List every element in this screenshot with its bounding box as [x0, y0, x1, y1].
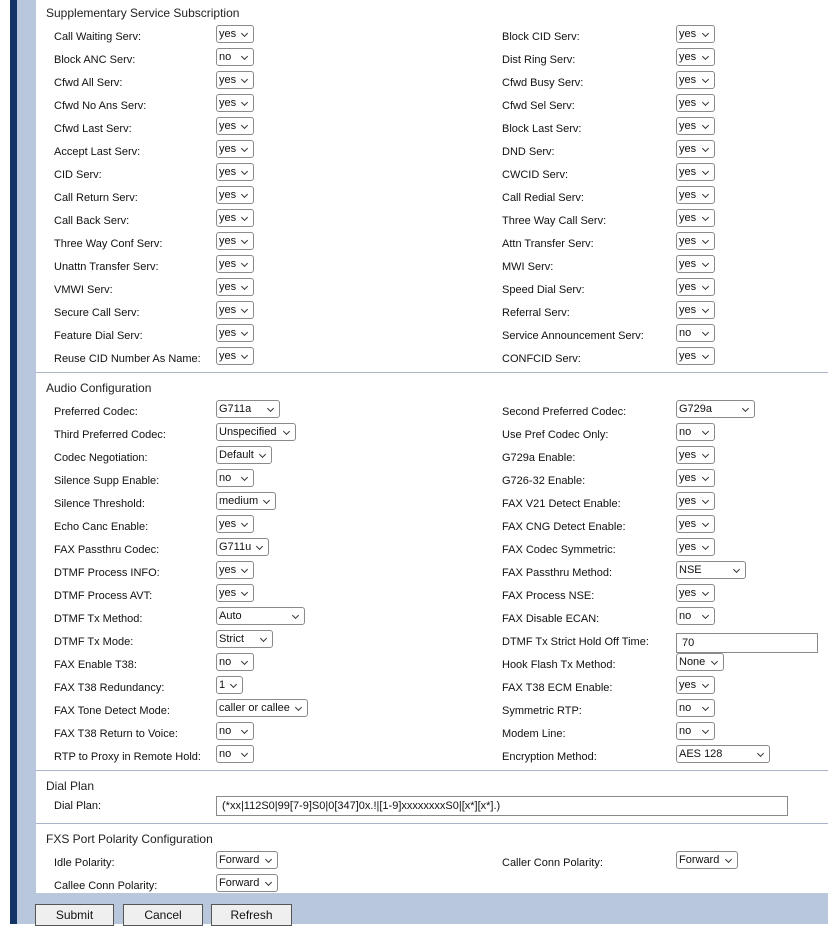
field-select[interactable]: [216, 347, 254, 365]
field-select[interactable]: [676, 653, 724, 671]
field-label: FAX Passthru Method:: [502, 567, 613, 579]
chevron-down-icon: [702, 428, 709, 435]
field-label: Third Preferred Codec:: [54, 429, 166, 441]
select-value: yes: [219, 587, 237, 599]
field-label: FAX Codec Symmetric:: [502, 544, 616, 556]
select-value: yes: [679, 143, 697, 155]
chevron-down-icon: [702, 168, 709, 175]
chevron-down-icon: [260, 635, 267, 642]
select-value: 1: [219, 679, 226, 691]
field-label: Use Pref Codec Only:: [502, 429, 609, 441]
select-value: G711a: [219, 403, 252, 415]
chevron-down-icon: [267, 405, 274, 412]
field-label: Call Redial Serv:: [502, 192, 584, 204]
select-value: no: [219, 51, 232, 63]
select-value: yes: [679, 541, 697, 553]
chevron-down-icon: [241, 260, 248, 267]
field-select[interactable]: [676, 745, 770, 763]
field-label: Block CID Serv:: [502, 31, 580, 43]
field-select[interactable]: [216, 584, 254, 602]
field-label: Encryption Method:: [502, 751, 597, 763]
field-select[interactable]: [216, 140, 254, 158]
field-select[interactable]: [216, 492, 276, 510]
select-value: no: [219, 748, 232, 760]
field-select[interactable]: [216, 874, 278, 892]
dial-plan-input[interactable]: (*xx|112S0|99[7-9]S0|0[347]0x.!|[1-9]xxxxxxxxS0|[x*][x*].): [216, 796, 788, 816]
chevron-down-icon: [702, 283, 709, 290]
field-select[interactable]: [216, 469, 254, 487]
field-label: RTP to Proxy in Remote Hold:: [54, 751, 201, 763]
select-value: None: [679, 656, 706, 668]
select-value: yes: [679, 212, 697, 224]
field-select[interactable]: [676, 722, 715, 740]
chevron-down-icon: [702, 237, 709, 244]
field-select[interactable]: [216, 232, 254, 250]
cancel-button[interactable]: Cancel: [123, 904, 203, 926]
select-value: yes: [679, 120, 697, 132]
select-value: yes: [679, 189, 697, 201]
select-value: yes: [679, 449, 697, 461]
chevron-down-icon: [256, 543, 263, 550]
chevron-down-icon: [265, 856, 272, 863]
field-select[interactable]: [216, 630, 273, 648]
select-value: NSE: [679, 564, 702, 576]
chevron-down-icon: [702, 543, 709, 550]
field-label: Symmetric RTP:: [502, 705, 582, 717]
field-label: FAX T38 ECM Enable:: [502, 682, 613, 694]
chevron-down-icon: [702, 589, 709, 596]
field-select[interactable]: [216, 163, 254, 181]
field-label: Referral Serv:: [502, 307, 570, 319]
field-select[interactable]: [216, 699, 308, 717]
field-label: Callee Conn Polarity:: [54, 880, 158, 892]
field-label: DTMF Process INFO:: [54, 567, 160, 579]
chevron-down-icon: [241, 30, 248, 37]
chevron-down-icon: [702, 122, 709, 129]
field-select[interactable]: [216, 676, 243, 694]
field-select[interactable]: [676, 469, 715, 487]
field-label: CWCID Serv:: [502, 169, 568, 181]
field-label: FAX V21 Detect Enable:: [502, 498, 621, 510]
field-select[interactable]: [676, 584, 715, 602]
chevron-down-icon: [265, 879, 272, 886]
field-label: VMWI Serv:: [54, 284, 113, 296]
field-label: Dist Ring Serv:: [502, 54, 576, 66]
field-select[interactable]: [216, 94, 254, 112]
field-label: CONFCID Serv:: [502, 353, 581, 365]
chevron-down-icon: [241, 214, 248, 221]
field-select[interactable]: [216, 851, 278, 869]
field-select[interactable]: [676, 186, 715, 204]
select-value: yes: [219, 28, 237, 40]
field-select[interactable]: [216, 653, 254, 671]
select-value: G711u: [219, 541, 252, 553]
chevron-down-icon: [241, 329, 248, 336]
select-value: yes: [219, 564, 237, 576]
select-value: yes: [219, 258, 237, 270]
field-label: FAX T38 Redundancy:: [54, 682, 165, 694]
field-label: Three Way Conf Serv:: [54, 238, 163, 250]
section-divider: [36, 372, 828, 373]
field-label: Call Waiting Serv:: [54, 31, 142, 43]
chevron-down-icon: [702, 612, 709, 619]
select-value: yes: [679, 74, 697, 86]
chevron-down-icon: [702, 99, 709, 106]
field-label: FAX Passthru Codec:: [54, 544, 160, 556]
select-value: yes: [219, 281, 237, 293]
field-select[interactable]: [216, 722, 254, 740]
field-label: Cfwd No Ans Serv:: [54, 100, 147, 112]
field-select[interactable]: [676, 117, 715, 135]
field-label: Modem Line:: [502, 728, 566, 740]
field-select[interactable]: [676, 324, 715, 342]
field-label: Caller Conn Polarity:: [502, 857, 603, 869]
select-value: yes: [679, 518, 697, 530]
chevron-down-icon: [702, 329, 709, 336]
chevron-down-icon: [702, 681, 709, 688]
submit-button[interactable]: Submit: [35, 904, 114, 926]
field-label: Cfwd Sel Serv:: [502, 100, 575, 112]
chevron-down-icon: [241, 283, 248, 290]
chevron-down-icon: [241, 474, 248, 481]
chevron-down-icon: [702, 727, 709, 734]
select-value: Forward: [219, 877, 260, 889]
chevron-down-icon: [702, 30, 709, 37]
field-label: Preferred Codec:: [54, 406, 138, 418]
select-value: Unspecified: [219, 426, 277, 438]
select-value: yes: [219, 74, 237, 86]
field-label: Accept Last Serv:: [54, 146, 141, 158]
field-select[interactable]: [676, 607, 715, 625]
select-value: yes: [679, 472, 697, 484]
chevron-down-icon: [702, 260, 709, 267]
chevron-down-icon: [702, 76, 709, 83]
chevron-down-icon: [230, 681, 237, 688]
chevron-down-icon: [241, 566, 248, 573]
chevron-down-icon: [702, 214, 709, 221]
field-label: Block ANC Serv:: [54, 54, 136, 66]
field-select[interactable]: [216, 48, 254, 66]
field-label: FAX Tone Detect Mode:: [54, 705, 170, 717]
field-label: Cfwd Busy Serv:: [502, 77, 584, 89]
select-value: yes: [679, 166, 697, 178]
field-label: FAX CNG Detect Enable:: [502, 521, 626, 533]
field-label: DTMF Tx Method:: [54, 613, 143, 625]
chevron-down-icon: [263, 497, 270, 504]
field-label: Unattn Transfer Serv:: [54, 261, 159, 273]
section-divider: [36, 770, 828, 771]
field-label: Call Return Serv:: [54, 192, 138, 204]
field-label: Silence Supp Enable:: [54, 475, 160, 487]
field-select[interactable]: [676, 48, 715, 66]
field-select[interactable]: [216, 324, 254, 342]
chevron-down-icon: [241, 237, 248, 244]
field-label: Block Last Serv:: [502, 123, 582, 135]
field-label: G729a Enable:: [502, 452, 576, 464]
field-label: Codec Negotiation:: [54, 452, 148, 464]
select-value: no: [679, 725, 692, 737]
select-value: Forward: [219, 854, 260, 866]
field-select[interactable]: [216, 515, 254, 533]
field-label: FAX Process NSE:: [502, 590, 595, 602]
field-label: FAX Enable T38:: [54, 659, 137, 671]
select-value: yes: [679, 281, 697, 293]
chevron-down-icon: [702, 352, 709, 359]
select-value: Default: [219, 449, 254, 461]
field-select[interactable]: [676, 446, 715, 464]
field-select[interactable]: [676, 25, 715, 43]
select-value: yes: [219, 212, 237, 224]
select-value: yes: [219, 304, 237, 316]
chevron-down-icon: [702, 451, 709, 458]
field-label: DTMF Tx Strict Hold Off Time:: [502, 636, 649, 648]
field-select[interactable]: [676, 676, 715, 694]
chevron-down-icon: [241, 520, 248, 527]
chevron-down-icon: [702, 704, 709, 711]
chevron-down-icon: [241, 306, 248, 313]
field-label: Three Way Call Serv:: [502, 215, 607, 227]
select-value: Forward: [679, 854, 720, 866]
chevron-down-icon: [711, 658, 718, 665]
select-value: yes: [219, 327, 237, 339]
chevron-down-icon: [742, 405, 749, 412]
field-select[interactable]: [676, 94, 715, 112]
field-select[interactable]: [216, 255, 254, 273]
field-select[interactable]: [676, 163, 715, 181]
field-label: Cfwd Last Serv:: [54, 123, 132, 135]
field-select[interactable]: [676, 232, 715, 250]
field-select[interactable]: [216, 278, 254, 296]
field-label: CID Serv:: [54, 169, 102, 181]
field-select[interactable]: [676, 492, 715, 510]
select-value: yes: [679, 235, 697, 247]
section-title-audio: Audio Configuration: [46, 381, 152, 395]
field-select[interactable]: [216, 607, 305, 625]
field-label: Attn Transfer Serv:: [502, 238, 594, 250]
chevron-down-icon: [259, 451, 266, 458]
select-value: yes: [219, 235, 237, 247]
field-select[interactable]: [676, 515, 715, 533]
chevron-down-icon: [702, 474, 709, 481]
field-select[interactable]: [676, 400, 755, 418]
select-value: yes: [679, 679, 697, 691]
field-label: Silence Threshold:: [54, 498, 145, 510]
select-value: yes: [679, 28, 697, 40]
field-select[interactable]: [216, 25, 254, 43]
select-value: yes: [219, 350, 237, 362]
select-value: no: [219, 725, 232, 737]
field-label: Call Back Serv:: [54, 215, 130, 227]
page-margin: [0, 0, 10, 924]
field-select[interactable]: [216, 423, 296, 441]
field-select[interactable]: [216, 71, 254, 89]
refresh-button[interactable]: Refresh: [211, 904, 292, 926]
field-select[interactable]: [676, 538, 715, 556]
field-label: FAX Disable ECAN:: [502, 613, 600, 625]
select-value: yes: [679, 258, 697, 270]
field-select[interactable]: [216, 209, 254, 227]
field-select[interactable]: [216, 186, 254, 204]
select-value: yes: [679, 51, 697, 63]
select-value: no: [219, 656, 232, 668]
chevron-down-icon: [292, 612, 299, 619]
section-title-supplementary: Supplementary Service Subscription: [46, 6, 240, 20]
chevron-down-icon: [241, 122, 248, 129]
field-select[interactable]: [676, 699, 715, 717]
field-label: Hook Flash Tx Method:: [502, 659, 616, 671]
field-label: DTMF Process AVT:: [54, 590, 153, 602]
field-label: MWI Serv:: [502, 261, 554, 273]
field-label: Dial Plan:: [54, 800, 102, 812]
field-label: G726-32 Enable:: [502, 475, 586, 487]
field-select[interactable]: [676, 71, 715, 89]
field-label: Service Announcement Serv:: [502, 330, 644, 342]
select-value: medium: [219, 495, 259, 507]
select-value: yes: [219, 97, 237, 109]
field-label: Feature Dial Serv:: [54, 330, 143, 342]
select-value: no: [679, 610, 692, 622]
chevron-down-icon: [702, 520, 709, 527]
field-select[interactable]: [676, 278, 715, 296]
select-value: G729a: [679, 403, 713, 415]
field-label: Echo Canc Enable:: [54, 521, 149, 533]
field-label: DND Serv:: [502, 146, 555, 158]
select-value: no: [679, 327, 692, 339]
field-select[interactable]: [676, 851, 738, 869]
field-select[interactable]: [216, 538, 269, 556]
field-select[interactable]: [676, 209, 715, 227]
chevron-down-icon: [283, 428, 290, 435]
field-select[interactable]: [676, 347, 715, 365]
field-select[interactable]: [676, 561, 746, 579]
chevron-down-icon: [241, 168, 248, 175]
section-title-fxs-polarity: FXS Port Polarity Configuration: [46, 832, 213, 846]
chevron-down-icon: [702, 191, 709, 198]
chevron-down-icon: [757, 750, 764, 757]
select-value: yes: [679, 97, 697, 109]
field-label: Second Preferred Codec:: [502, 406, 627, 418]
field-select[interactable]: [676, 301, 715, 319]
field-label: DTMF Tx Mode:: [54, 636, 134, 648]
hold-off-time-input[interactable]: 70: [676, 633, 818, 653]
chevron-down-icon: [241, 727, 248, 734]
select-value: no: [679, 426, 692, 438]
select-value: Strict: [219, 633, 245, 645]
chevron-down-icon: [241, 191, 248, 198]
select-value: yes: [219, 143, 237, 155]
chevron-down-icon: [702, 53, 709, 60]
field-select[interactable]: [216, 745, 254, 763]
select-value: no: [679, 702, 692, 714]
select-value: yes: [219, 518, 237, 530]
field-label: Reuse CID Number As Name:: [54, 353, 201, 365]
field-label: Secure Call Serv:: [54, 307, 140, 319]
chevron-down-icon: [241, 352, 248, 359]
left-frame-gutter: [17, 0, 36, 924]
chevron-down-icon: [241, 658, 248, 665]
select-value: yes: [679, 350, 697, 362]
chevron-down-icon: [733, 566, 740, 573]
chevron-down-icon: [241, 145, 248, 152]
select-value: AES 128: [679, 748, 723, 760]
chevron-down-icon: [241, 76, 248, 83]
chevron-down-icon: [241, 53, 248, 60]
field-label: Speed Dial Serv:: [502, 284, 585, 296]
chevron-down-icon: [295, 704, 302, 711]
select-value: Auto: [219, 610, 242, 622]
chevron-down-icon: [725, 856, 732, 863]
field-select[interactable]: [676, 255, 715, 273]
field-select[interactable]: [676, 140, 715, 158]
field-select[interactable]: [216, 446, 272, 464]
chevron-down-icon: [702, 306, 709, 313]
select-value: yes: [219, 120, 237, 132]
select-value: no: [219, 472, 232, 484]
field-label: Cfwd All Serv:: [54, 77, 123, 89]
chevron-down-icon: [702, 145, 709, 152]
select-value: yes: [219, 166, 237, 178]
select-value: yes: [219, 189, 237, 201]
select-value: caller or callee: [219, 702, 290, 714]
field-select[interactable]: [216, 400, 280, 418]
select-value: yes: [679, 304, 697, 316]
field-label: FAX T38 Return to Voice:: [54, 728, 178, 740]
field-select[interactable]: [676, 423, 715, 441]
select-value: yes: [679, 495, 697, 507]
field-select[interactable]: [216, 561, 254, 579]
chevron-down-icon: [241, 589, 248, 596]
field-select[interactable]: [216, 117, 254, 135]
section-title-dial-plan: Dial Plan: [46, 779, 95, 793]
section-divider: [36, 823, 828, 824]
field-select[interactable]: [216, 301, 254, 319]
chevron-down-icon: [241, 750, 248, 757]
chevron-down-icon: [241, 99, 248, 106]
left-frame-bar: [10, 0, 17, 924]
chevron-down-icon: [702, 497, 709, 504]
field-label: Idle Polarity:: [54, 857, 115, 869]
select-value: yes: [679, 587, 697, 599]
